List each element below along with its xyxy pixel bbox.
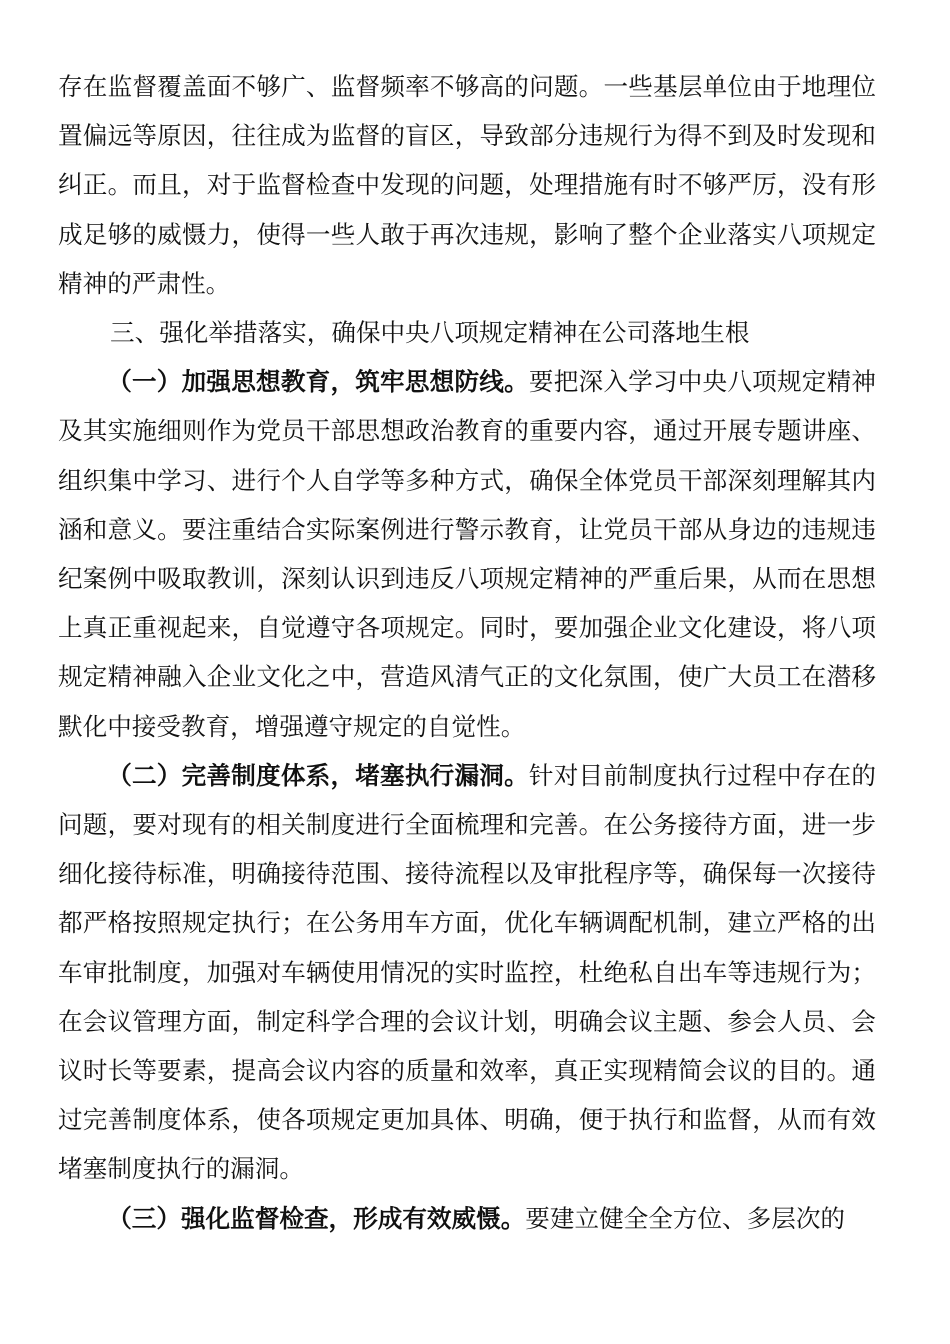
subheading-two: （二）完善制度体系，堵塞执行漏洞。 [107, 760, 529, 790]
section-heading-text: 三、强化举措落实，确保中央八项规定精神在公司落地生根 [110, 318, 750, 348]
paragraph-supervision-coverage [58, 62, 876, 308]
subheading-three: （三）强化监督检查，形成有效威慑。 [107, 1203, 526, 1233]
paragraph-text: 存在监督覆盖面不够广、监督频率不够高的问题。一些基层单位由于地理位置偏远等原因，往往成为监督的盲区，导致部分违规行为得不到及时发现和纠正。而且，对于监督检查中发现的问题，处理措施有时不够严厉，没有形成足够的威慑力，使得一些人敢于再次违规，影响了整个企业落实八项规定精神的严肃性。 [58, 72, 876, 298]
section-heading-three [58, 308, 876, 357]
subheading-one: （一）加强思想教育，筑牢思想防线。 [107, 367, 529, 397]
document-page [58, 62, 876, 1243]
paragraph-text: 针对目前制度执行过程中存在的问题，要对现有的相关制度进行全面梳理和完善。在公务接待方面，进一步细化接待标准，明确接待范围、接待流程以及审批程序等，确保每一次接待都严格按照规定执行；在公务用车方面，优化车辆调配机制，建立严格的出车审批制度，加强对车辆使用情况的实时监控，杜绝私自出车等违规行为；在会议管理方面，制定科学合理的会议计划，明确会议主题、参会人员、会议时长等要素，提高会议内容的质量和效率，真正实现精简会议的目的。通过完善制度体系，使各项规定更加具体、明确，便于执行和监督，从而有效堵塞制度执行的漏洞。 [58, 760, 876, 1184]
paragraph-supervision-inspection [58, 1194, 876, 1243]
paragraph-text: 要把深入学习中央八项规定精神及其实施细则作为党员干部思想政治教育的重要内容，通过开展专题讲座、组织集中学习、进行个人自学等多种方式，确保全体党员干部深刻理解其内涵和意义。要注重结合实际案例进行警示教育，让党员干部从身边的违规违纪案例中吸取教训，深刻认识到违反八项规定精神的严重后果，从而在思想上真正重视起来，自觉遵守各项规定。同时，要加强企业文化建设，将八项规定精神融入企业文化之中，营造风清气正的文化氛围，使广大员工在潜移默化中接受教育，增强遵守规定的自觉性。 [58, 367, 876, 741]
paragraph-ideological-education [58, 357, 876, 751]
paragraph-institutional-system [58, 751, 876, 1194]
paragraph-text: 要建立健全全方位、多层次的 [525, 1203, 846, 1233]
